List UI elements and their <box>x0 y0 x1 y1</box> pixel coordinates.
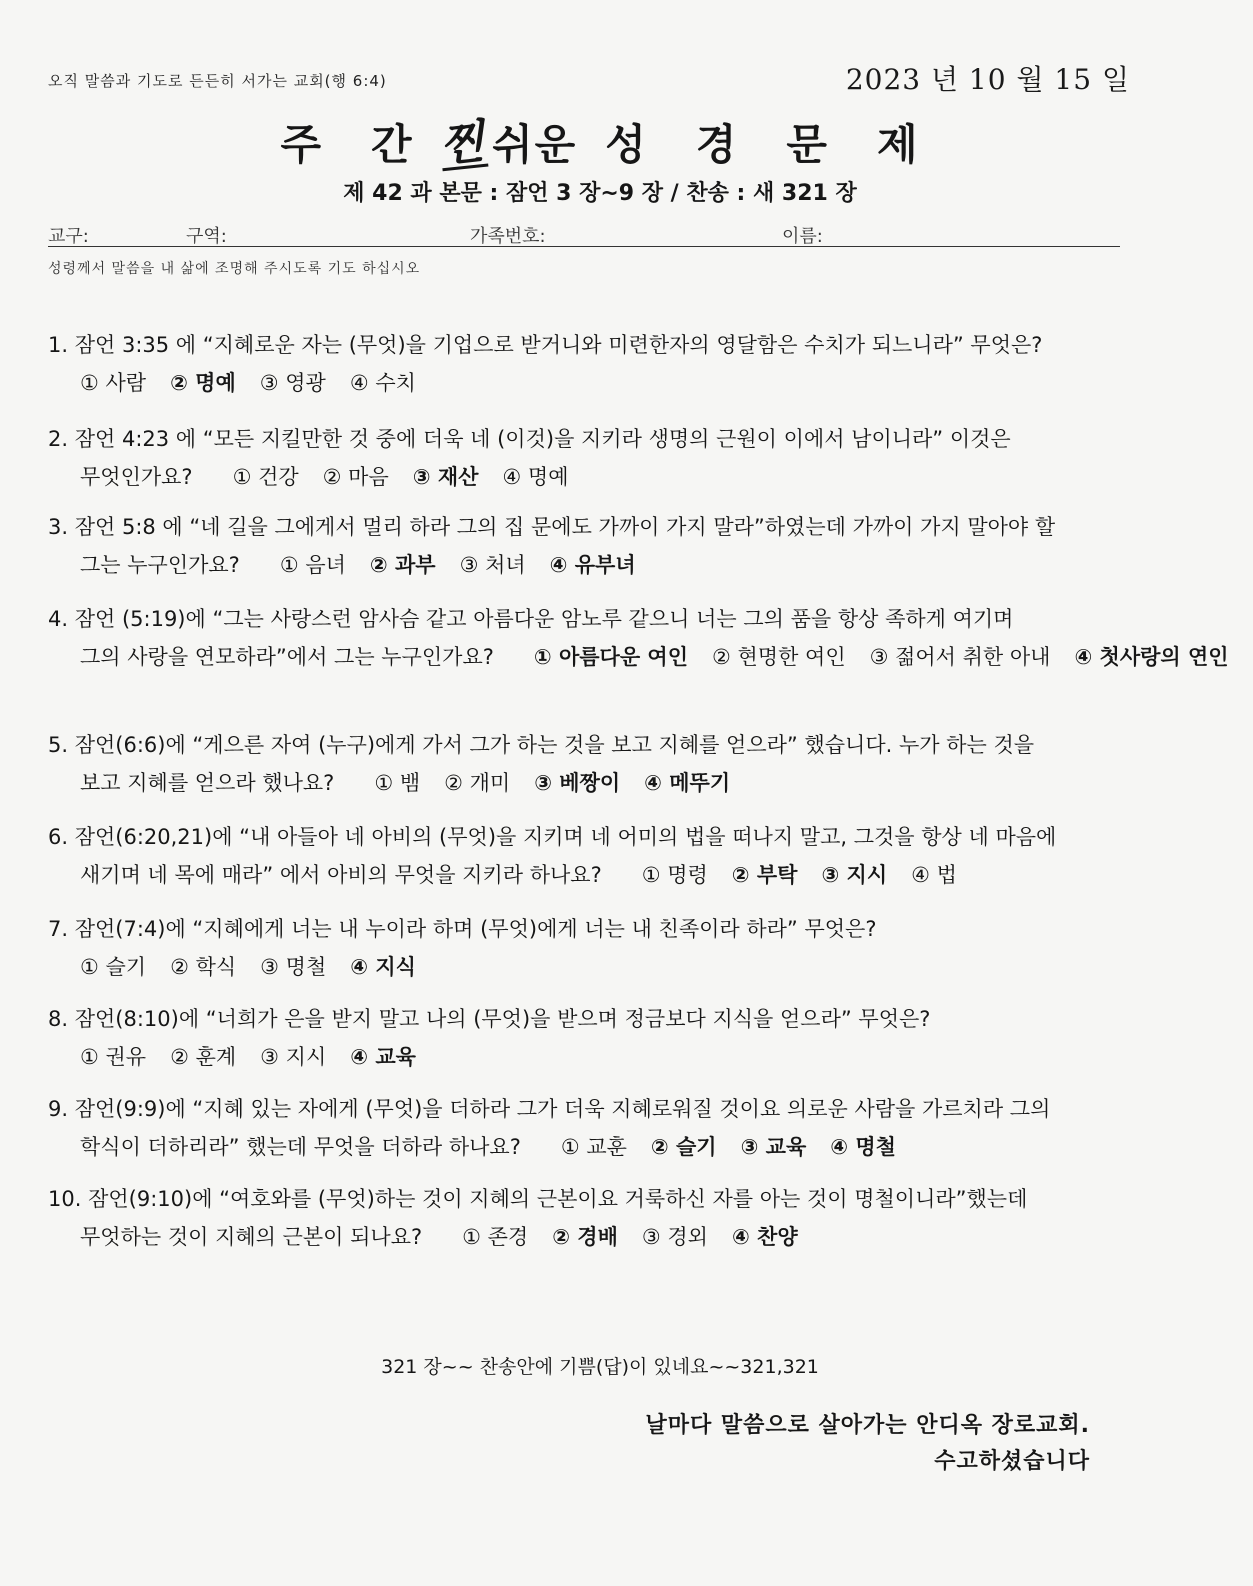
title-char: 문 <box>786 120 829 169</box>
answer-option[interactable]: ③ 교육 <box>740 1135 807 1159</box>
answer-option[interactable]: ① 사람 <box>80 371 147 395</box>
answer-option[interactable]: ① 뱀 <box>374 771 421 795</box>
answer-option[interactable]: ① 건강 <box>232 465 299 489</box>
question-text: 6. 잠언(6:20,21)에 “내 아들아 네 아비의 (무엇)을 지키며 네 어미의 법을 떠나지 말고, 그것을 항상 네 마음에 <box>48 825 1057 849</box>
title-char: 간 <box>371 120 414 169</box>
answer-option[interactable]: ④ 수치 <box>349 371 416 395</box>
question-continuation <box>48 638 1229 676</box>
question-text: 3. 잠언 5:8 에 “네 길을 그에게서 멀리 하라 그의 집 문에도 가까이 가지 말라”하였는데 가까이 가지 말아야 할 <box>48 515 1056 539</box>
question-item <box>48 600 1229 676</box>
title-handwritten-word: 찐 <box>436 113 489 173</box>
question-continuation <box>48 546 1148 584</box>
answer-option[interactable]: ② 현명한 여인 <box>712 645 846 669</box>
date: 2023 년 10 월 15 일 <box>845 63 1130 96</box>
question-item <box>48 508 1148 584</box>
question-text: 2. 잠언 4:23 에 “모든 지킬만한 것 중에 더욱 네 (이것)을 지키라 생명의 근원이 이에서 남이니라” 이것은 <box>48 427 1011 451</box>
lesson-info: 제 42 과 본문 : 잠언 3 장~9 장 / 찬송 : 새 321 장 <box>343 181 857 206</box>
question-item <box>48 1000 1148 1076</box>
answer-option[interactable]: ④ 유부녀 <box>549 553 636 577</box>
title-char: 경 <box>695 120 739 169</box>
answer-option[interactable]: ④ 지식 <box>350 955 416 979</box>
question-text: 8. 잠언(8:10)에 “너희가 은을 받지 말고 나의 (무엇)을 받으며 정금보다 지식을 얻으라” 무엇은? <box>48 1007 931 1031</box>
answer-option[interactable]: ③ 지시 <box>260 1045 327 1069</box>
question-continuation <box>48 856 1148 894</box>
question-text: 10. 잠언(9:10)에 “여호와를 (무엇)하는 것이 지혜의 근본이요 거룩하신 자를 아는 것이 명철이니라”했는데 <box>48 1187 1028 1211</box>
answer-option[interactable]: ② 명예 <box>170 371 236 395</box>
answer-option[interactable]: ② 부탁 <box>731 863 798 887</box>
question-continuation <box>48 948 1148 986</box>
answer-option[interactable]: ③ 경외 <box>641 1225 708 1249</box>
question-text-cont: 그의 사랑을 연모하라”에서 그는 누구인가요? <box>80 645 494 669</box>
answer-option[interactable]: ③ 지시 <box>821 863 888 887</box>
closing-line-2: 수고하셨습니다 <box>934 1449 1090 1474</box>
answer-option[interactable]: ③ 처녀 <box>459 553 526 577</box>
title-char: 성 <box>605 120 648 169</box>
answer-option[interactable]: ④ 첫사랑의 연인 <box>1074 645 1229 669</box>
answer-option[interactable]: ① 음녀 <box>279 553 346 577</box>
title-char: 제 <box>876 120 920 169</box>
answer-option[interactable]: ② 슬기 <box>650 1135 717 1159</box>
answer-option[interactable]: ② 학식 <box>170 955 237 979</box>
closing-message <box>645 1408 1090 1480</box>
question-text-cont: 학식이 더하리라” 했는데 무엇을 더하라 하나요? <box>80 1135 521 1159</box>
question-text: 4. 잠언 (5:19)에 “그는 사랑스런 암사슴 같고 아름다운 암노루 같으니 너는 그의 품을 항상 족하게 여기며 <box>48 607 1014 631</box>
answer-option[interactable]: ② 마음 <box>322 465 389 489</box>
question-continuation <box>48 1128 1148 1166</box>
answer-option[interactable]: ③ 재산 <box>412 465 479 489</box>
question-item <box>48 326 1148 402</box>
answer-option[interactable]: ④ 메뚜기 <box>644 771 731 795</box>
answer-option[interactable]: ③ 젊어서 취한 아내 <box>869 645 1051 669</box>
question-item <box>48 726 1148 802</box>
question-text: 1. 잠언 3:35 에 “지혜로운 자는 (무엇)을 기업으로 받거니와 미련한자의 영달함은 수치가 되느니라” 무엇은? <box>48 333 1043 357</box>
question-text-cont: 무엇하는 것이 지혜의 근본이 되나요? <box>80 1225 423 1249</box>
district-field[interactable]: 구역: <box>186 226 227 247</box>
question-item <box>48 818 1148 894</box>
prayer-note: 성령께서 말씀을 내 삶에 조명해 주시도록 기도 하십시오 <box>48 261 421 277</box>
answer-option[interactable]: ③ 영광 <box>259 371 326 395</box>
name-field[interactable]: 이름: <box>782 226 823 247</box>
answer-option[interactable]: ④ 교육 <box>350 1045 416 1069</box>
family-number-field[interactable]: 가족번호: <box>470 226 546 247</box>
answer-option[interactable]: ① 슬기 <box>80 955 147 979</box>
answer-option[interactable]: ① 교훈 <box>560 1135 627 1159</box>
question-continuation <box>48 364 1148 402</box>
question-continuation <box>48 458 1148 496</box>
answer-option[interactable]: ③ 명철 <box>260 955 327 979</box>
question-continuation <box>48 1038 1148 1076</box>
answer-option[interactable]: ④ 찬양 <box>731 1225 798 1249</box>
answer-option[interactable]: ① 권유 <box>80 1045 147 1069</box>
question-item <box>48 1180 1148 1256</box>
answer-option[interactable]: ② 훈계 <box>170 1045 237 1069</box>
question-item <box>48 420 1148 496</box>
question-continuation <box>48 764 1148 802</box>
question-text-cont: 그는 누구인가요? <box>80 553 240 577</box>
question-item <box>48 910 1148 986</box>
answer-option[interactable]: ② 개미 <box>444 771 511 795</box>
title-char: 주 <box>280 120 324 169</box>
answer-option[interactable]: ① 아름다운 여인 <box>533 645 688 669</box>
question-text-cont: 보고 지혜를 얻으라 했나요? <box>80 771 335 795</box>
parish-field[interactable]: 교구: <box>48 226 89 247</box>
answer-option[interactable]: ④ 명철 <box>830 1135 896 1159</box>
church-motto: 오직 말씀과 기도로 든든히 서가는 교회(행 6:4) <box>48 72 387 90</box>
title-char: 쉬운 <box>492 120 578 169</box>
page-title <box>0 112 1200 172</box>
question-continuation <box>48 1218 1148 1256</box>
answer-option[interactable]: ③ 베짱이 <box>534 771 621 795</box>
answer-option[interactable]: ① 존경 <box>462 1225 529 1249</box>
hymn-note: 321 장~~ 찬송안에 기쁨(답)이 있네요~~321,321 <box>381 1356 819 1378</box>
question-text-cont: 무엇인가요? <box>80 465 193 489</box>
student-info-fields <box>48 220 1120 247</box>
answer-option[interactable]: ④ 법 <box>911 863 957 887</box>
question-text: 7. 잠언(7:4)에 “지혜에게 너는 내 누이라 하며 (무엇)에게 너는 내 친족이라 하라” 무엇은? <box>48 917 877 941</box>
answer-option[interactable]: ② 과부 <box>369 553 436 577</box>
question-text: 9. 잠언(9:9)에 “지혜 있는 자에게 (무엇)을 더하라 그가 더욱 지혜로워질 것이요 의로운 사람을 가르치라 그의 <box>48 1097 1051 1121</box>
closing-line-1: 날마다 말씀으로 살아가는 안디옥 장로교회. <box>645 1413 1090 1438</box>
answer-option[interactable]: ④ 명예 <box>502 465 569 489</box>
question-item <box>48 1090 1148 1166</box>
question-text-cont: 새기며 네 목에 매라” 에서 아비의 무엇을 지키라 하나요? <box>80 863 602 887</box>
question-text: 5. 잠언(6:6)에 “게으른 자여 (누구)에게 가서 그가 하는 것을 보고 지혜를 얻으라” 했습니다. 누가 하는 것을 <box>48 733 1035 757</box>
answer-option[interactable]: ② 경배 <box>552 1225 618 1249</box>
answer-option[interactable]: ① 명령 <box>641 863 708 887</box>
